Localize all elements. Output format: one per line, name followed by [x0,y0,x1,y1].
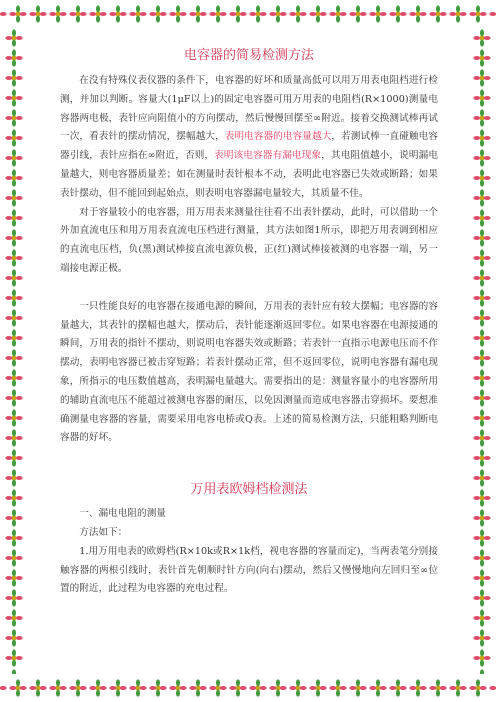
page-title: 电容器的简易检测方法 [183,48,314,63]
document-body [60,44,438,599]
method-intro: 方法如下： [79,526,128,538]
section-title: 万用表欧姆档检测法 [190,482,308,498]
paragraph-1-text-e: ，其电阻值越小，说明漏电量越大，则电容器质量差；如在测量时表针根本不动，表明此电容器已失效或断路；如果表针摆动，但不能回到起始点，则表明电容器漏电量较大，其质量不佳。 [60,150,438,199]
highlight-capacity: 表明电容器的电容量越大 [224,131,332,143]
paragraph-1-text-a: 在没有特殊仪表仪器的条件下，电容器的好坏和质量高低可以用万用表电阻档进行检测，并加以判断。容量大(1μF以上)的固定电容器可用万用表的电阻档(R×1000)测量电容器两电极，表针应向阻值小的方向摆动，然后慢慢回摆至∞附近。接着交换测试棒再试一次，看表针的摆动情况，摆幅越大， [60,75,438,143]
paragraph-2: 对于容量较小的电容器，用万用表来测量往往看不出表针摆动，此时，可以借助一个外加直流电压和用万用表直流电压档进行测量，其方法如图1所示，即把万用表调到相应的直流电压档，负(黑)测试棒接直流电源负极，正(红)测试棒接被测的电容器一端，另一端接电源正极。 [60,206,438,274]
highlight-leakage: 表明该电容器有漏电现象 [214,150,322,162]
section-heading: 一、漏电电阻的测量 [79,508,166,520]
step-1: 1.用万用电表的欧姆档(R×10k或R×1k档，视电容器的容量而定)，当两表笔分别接触容器的两根引线时，表针首先朝顺时针方向(向右)摆动，然后又慢慢地向左回归至∞位置的附近，此过程为电容器的充电过程。 [60,545,438,595]
paragraph-3: 一只性能良好的电容器在接通电源的瞬间，万用表的表针应有较大摆幅；电容器的容量越大，其表针的摆幅也越大，摆动后，表针能逐渐返回零位。如果电容器在电源接通的瞬间，万用表的指针不摆动，则说明电容器失效或断路；若表针一直指示电源电压而不作摆动，表明电容器已被击穿短路；若表针摆动正常，但不返回零位，说明电容器有漏电现象，所指示的电压数值越高，表明漏电量越大。需要指出的是：测量容量小的电容器所用的辅助直流电压不能超过被测电容器的耐压，以免因测量而造成电容器击穿损坏。要想准确测量电容器的容量，需要采用电容电桥或Q表。上述的简易检测方法，只能粗略判断电容器的好坏。 [60,300,438,444]
paragraph-1-text-c: ，若测试棒一直碰触电容器引线，表针应指在∞附近，否则， [60,131,438,162]
paragraph-1 [60,72,438,204]
